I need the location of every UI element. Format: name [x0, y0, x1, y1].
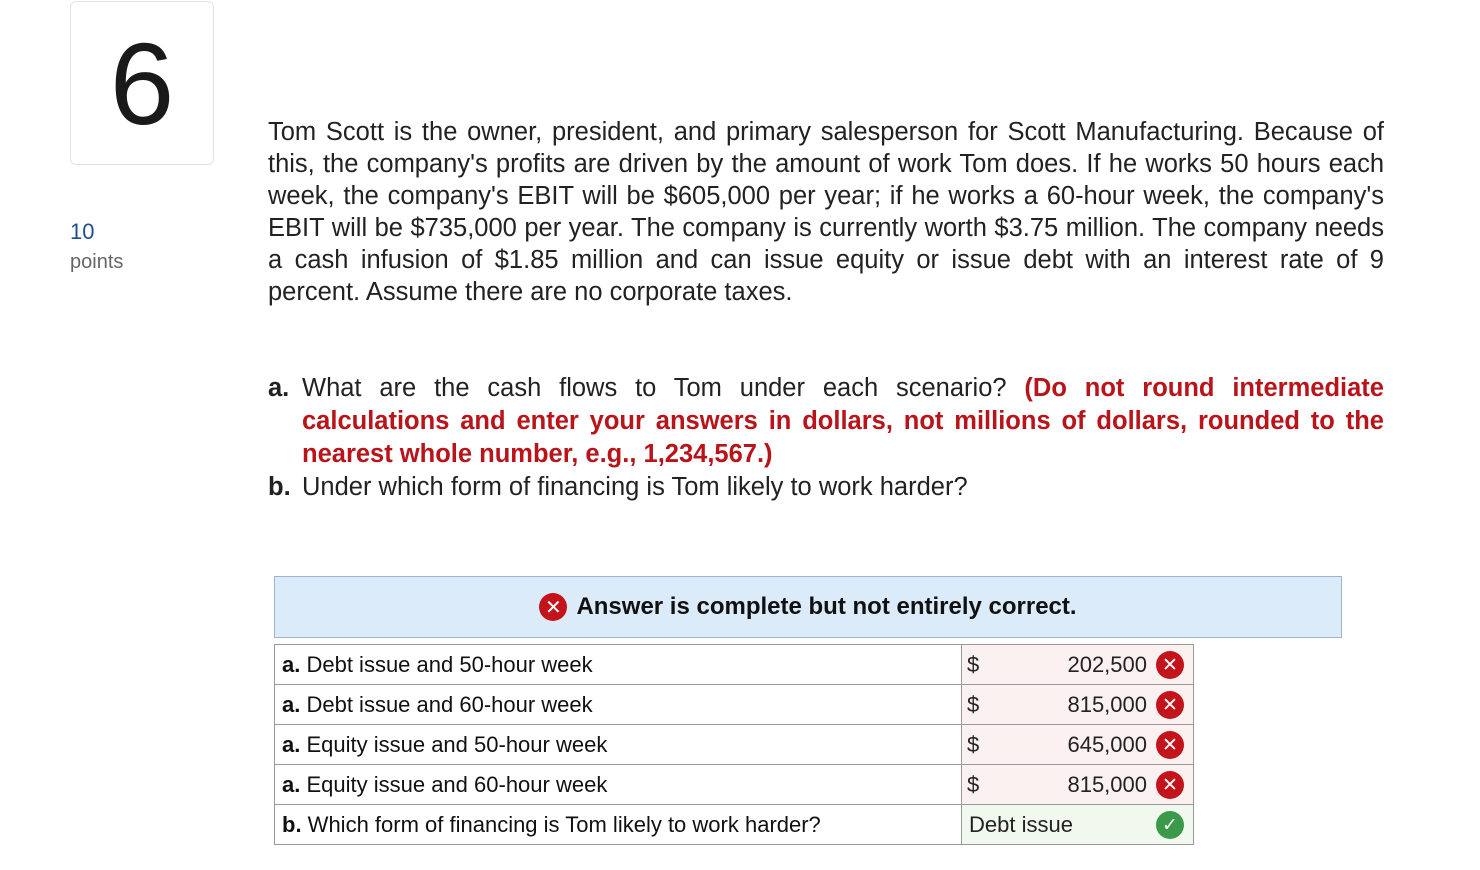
- table-row: [275, 645, 1194, 685]
- question-number: 6: [109, 19, 175, 149]
- x-circle-icon: ✕: [539, 593, 567, 621]
- question-text: Tom Scott is the owner, president, and primary salesperson for Scott Manufacturing. Because of this, the company's profits are driven by the amount of work Tom does. If he works 50 hours each week, the company's EBIT will be $605,000 per year; if he works a 60-hour week, the company's EBIT will be $735,000 per year. The company is currently worth $3.75 million. The company needs a cash infusion of $1.85 million and can issue equity or issue debt with an interest rate of 9 percent. Assume there are no corporate taxes.: [268, 118, 1384, 306]
- currency-symbol: $: [967, 692, 980, 717]
- answer-label: a. Debt issue and 50-hour week: [275, 645, 962, 685]
- question-parts: [268, 372, 1384, 504]
- points-value: 10: [70, 219, 95, 244]
- answer-value: Debt issue: [969, 812, 1073, 837]
- answer-table: [274, 644, 1194, 845]
- currency-symbol: $: [967, 652, 980, 677]
- incorrect-icon: ✕: [1156, 731, 1184, 759]
- feedback-banner: [274, 576, 1342, 638]
- answer-label: b. Which form of financing is Tom likely to work harder?: [275, 805, 962, 845]
- answer-label: a. Equity issue and 50-hour week: [275, 725, 962, 765]
- answer-cell[interactable]: [962, 725, 1194, 765]
- feedback-message: Answer is complete but not entirely correct.: [576, 593, 1077, 620]
- incorrect-icon: ✕: [1156, 691, 1184, 719]
- table-row: [275, 725, 1194, 765]
- part-letter: b.: [268, 473, 291, 501]
- question-part-a: [268, 372, 1384, 471]
- check-circle-icon: ✓: [1156, 811, 1184, 839]
- answer-cell[interactable]: [962, 685, 1194, 725]
- table-row: [275, 805, 1194, 845]
- part-letter: a.: [268, 374, 290, 402]
- answer-label: a. Debt issue and 60-hour week: [275, 685, 962, 725]
- answer-value: 645,000: [1067, 732, 1147, 757]
- answer-value: 202,500: [1067, 652, 1147, 677]
- incorrect-icon: ✕: [1156, 651, 1184, 679]
- answer-cell[interactable]: [962, 765, 1194, 805]
- answer-cell[interactable]: [962, 805, 1194, 845]
- table-row: [275, 685, 1194, 725]
- incorrect-icon: ✕: [1156, 771, 1184, 799]
- question-number-box: [70, 1, 214, 165]
- currency-symbol: $: [967, 772, 980, 797]
- answer-label: a. Equity issue and 60-hour week: [275, 765, 962, 805]
- answer-value: 815,000: [1067, 772, 1147, 797]
- points-label: points: [70, 251, 124, 273]
- answer-value: 815,000: [1067, 692, 1147, 717]
- table-row: [275, 765, 1194, 805]
- part-text: What are the cash flows to Tom under each scenario?: [302, 374, 1025, 402]
- part-text: Under which form of financing is Tom likely to work harder?: [302, 473, 968, 501]
- part-instruction: (Do not round intermediate calculations and enter your answers in dollars, not millions of dollars, rounded to the nearest whole number, e.g., 1,234,567.): [302, 374, 1384, 468]
- currency-symbol: $: [967, 732, 980, 757]
- question-part-b: [268, 471, 1384, 504]
- answer-cell[interactable]: [962, 645, 1194, 685]
